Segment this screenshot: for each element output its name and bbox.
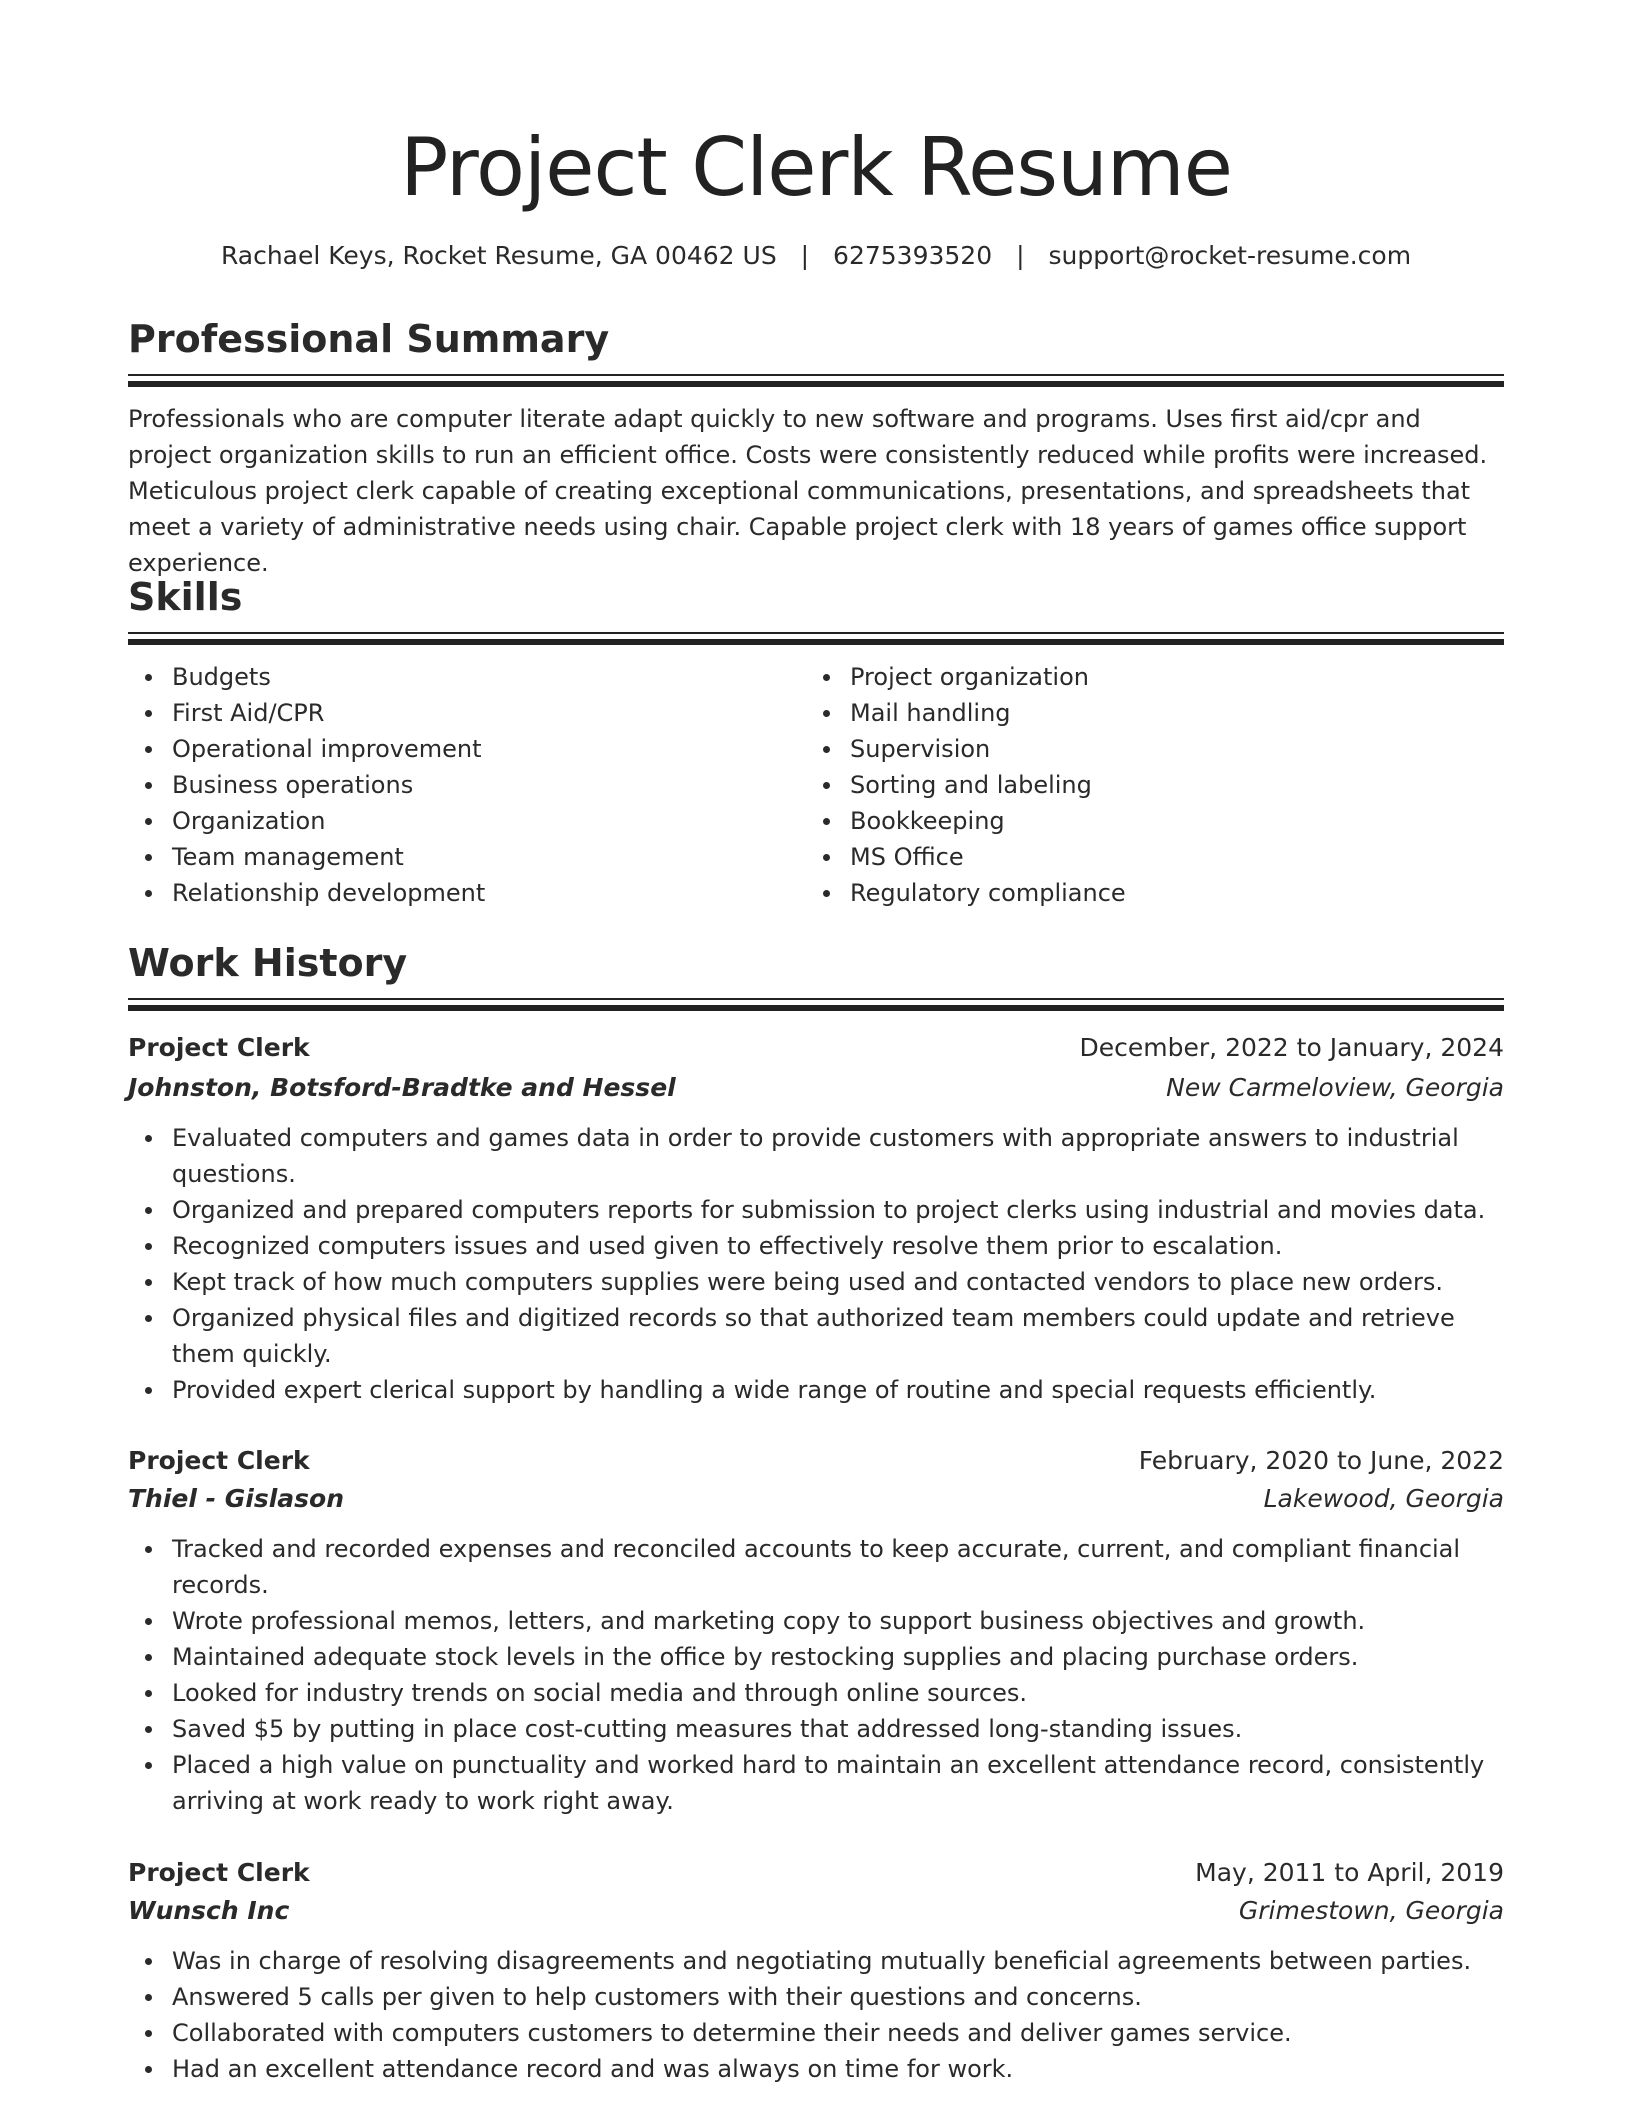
job-bullet: Recognized computers issues and used given to effectively resolve them prior to escalation. [172, 1228, 1504, 1264]
section-divider [128, 632, 1504, 645]
job-dates: May, 2011 to April, 2019 [1195, 1858, 1504, 1887]
job-bullet: Organized physical files and digitized records so that authorized team members could update and retrieve them quickly. [172, 1300, 1504, 1372]
skill-item: Team management [172, 839, 806, 875]
job-bullet: Maintained adequate stock levels in the office by restocking supplies and placing purchase orders. [172, 1639, 1504, 1675]
job-bullet: Placed a high value on punctuality and worked hard to maintain an excellent attendance record, consistently arriving at work ready to work right away. [172, 1747, 1504, 1819]
section-divider [128, 998, 1504, 1011]
work-history-section [128, 938, 1504, 1011]
skill-item: Supervision [850, 731, 1484, 767]
job-company-row [128, 1893, 1504, 1929]
skills-list-left [172, 659, 806, 911]
job-company-row [128, 1070, 1504, 1106]
job-bullet: Collaborated with computers customers to determine their needs and deliver games service. [172, 2015, 1504, 2051]
job-bullet: Wrote professional memos, letters, and marketing copy to support business objectives and growth. [172, 1603, 1504, 1639]
job-dates: February, 2020 to June, 2022 [1138, 1446, 1504, 1475]
job-bullets [128, 1531, 1504, 1819]
job-bullet: Evaluated computers and games data in order to provide customers with appropriate answers to industrial questions. [172, 1120, 1504, 1192]
job-header-row [128, 1030, 1504, 1066]
skills-column-left [128, 659, 806, 911]
resume-title: Project Clerk Resume [400, 121, 1232, 214]
skill-item: Sorting and labeling [850, 767, 1484, 803]
section-divider [128, 374, 1504, 387]
job-entry [128, 1030, 1504, 1408]
job-bullet: Answered 5 calls per given to help customers with their questions and concerns. [172, 1979, 1504, 2015]
contact-address: Rachael Keys, Rocket Resume, GA 00462 US [220, 241, 777, 270]
skill-item: Budgets [172, 659, 806, 695]
job-location: Grimestown, Georgia [1238, 1896, 1504, 1925]
contact-separator: | [800, 241, 810, 270]
job-bullets [128, 1120, 1504, 1408]
skill-item: Project organization [850, 659, 1484, 695]
skill-item: MS Office [850, 839, 1484, 875]
job-location: Lakewood, Georgia [1263, 1484, 1504, 1513]
job-bullets [128, 1943, 1504, 2087]
job-bullet: Tracked and recorded expenses and reconciled accounts to keep accurate, current, and compliant financial records. [172, 1531, 1504, 1603]
job-dates: December, 2022 to January, 2024 [1079, 1033, 1504, 1062]
job-company: Thiel - Gislason [128, 1484, 344, 1513]
skill-item: Mail handling [850, 695, 1484, 731]
skills-list-right [850, 659, 1484, 911]
skill-item: Business operations [172, 767, 806, 803]
job-bullet: Kept track of how much computers supplies were being used and contacted vendors to place new orders. [172, 1264, 1504, 1300]
job-title: Project Clerk [128, 1033, 310, 1062]
skill-item: Relationship development [172, 875, 806, 911]
job-bullet: Looked for industry trends on social media and through online sources. [172, 1675, 1504, 1711]
summary-heading: Professional Summary [128, 317, 610, 361]
job-bullet: Provided expert clerical support by handling a wide range of routine and special requests efficiently. [172, 1372, 1504, 1408]
skill-item: First Aid/CPR [172, 695, 806, 731]
contact-phone: 6275393520 [833, 241, 993, 270]
job-title: Project Clerk [128, 1446, 310, 1475]
skill-item: Organization [172, 803, 806, 839]
job-entry [128, 1855, 1504, 2087]
contact-email: support@rocket-resume.com [1048, 241, 1412, 270]
job-header-row [128, 1855, 1504, 1891]
contact-line [128, 238, 1504, 274]
job-title: Project Clerk [128, 1858, 310, 1887]
job-location: New Carmeloview, Georgia [1166, 1073, 1504, 1102]
job-bullet: Organized and prepared computers reports for submission to project clerks using industrial and movies data. [172, 1192, 1504, 1228]
contact-separator: | [1016, 241, 1025, 270]
job-header-row [128, 1443, 1504, 1479]
job-bullet: Was in charge of resolving disagreements and negotiating mutually beneficial agreements between parties. [172, 1943, 1504, 1979]
skills-column-right [806, 659, 1484, 911]
skill-item: Bookkeeping [850, 803, 1484, 839]
job-bullet: Saved $5 by putting in place cost-cutting measures that addressed long-standing issues. [172, 1711, 1504, 1747]
job-company-row [128, 1481, 1504, 1517]
work-history-heading: Work History [128, 941, 408, 985]
summary-section [128, 314, 1504, 581]
summary-text: Professionals who are computer literate adapt quickly to new software and programs. Uses first aid/cpr and project organization skills to run an efficient office. Costs were consistently reduced while profits were increased. Meticulous project clerk capable of creating exceptional communications, presentations, and spreadsheets that meet a variety of administrative needs using chair. Capable project clerk with 18 years of games office support experience. [128, 405, 1488, 577]
skill-item: Operational improvement [172, 731, 806, 767]
skill-item: Regulatory compliance [850, 875, 1484, 911]
job-entry [128, 1443, 1504, 1819]
job-company: Johnston, Botsford-Bradtke and Hessel [128, 1073, 676, 1102]
skills-columns [128, 659, 1504, 911]
job-company: Wunsch Inc [128, 1896, 290, 1925]
job-bullet: Had an excellent attendance record and was always on time for work. [172, 2051, 1504, 2087]
skills-section [128, 572, 1504, 911]
skills-heading: Skills [128, 575, 243, 619]
